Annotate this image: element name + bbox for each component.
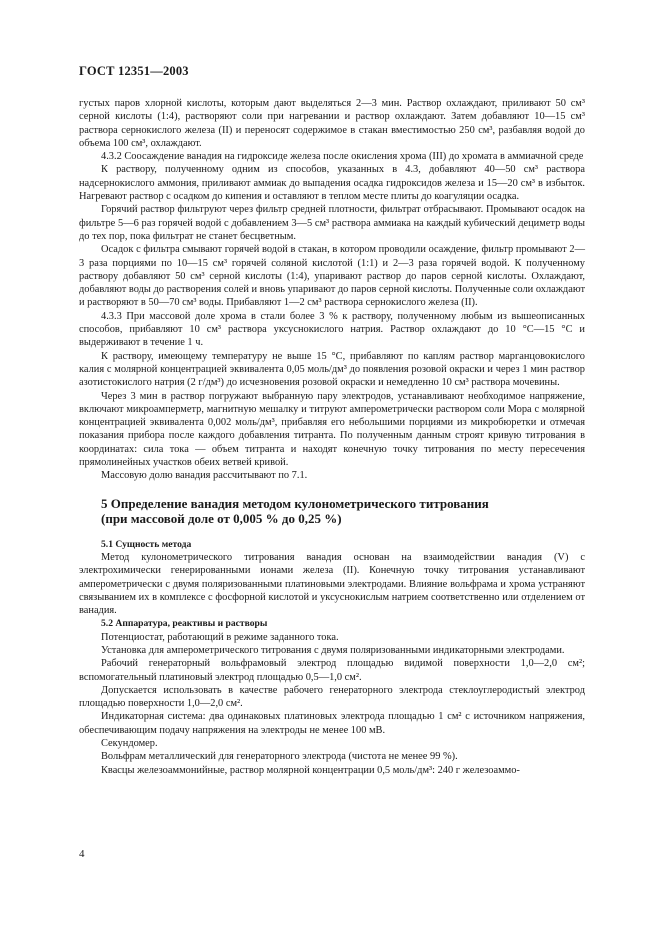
list-item: Рабочий генераторный вольфрамовый электрод площадью видимой поверхности 1,0—2,0 см²; вспомогательный платиновый электрод площадью 0,5—1,0 см². [79,658,585,683]
list-item: Допускается использовать в качестве рабочего генераторного электрода стеклоуглеродистый электрод площадью поверхности 1,0—2,0 см². [79,684,585,710]
section-5-title-line-2: (при массовой доле от 0,005 % до 0,25 %) [101,510,342,526]
document-header: ГОСТ 12351—2003 [79,64,189,78]
list-item: Индикаторная система: два одинаковых платиновых электрода площадью 1 см² с источником напряжения, обеспечивающим подачу напряжения на электроды не менее 100 мВ. [79,711,585,736]
paragraph: 4.3.3 При массовой доле хрома в стали более 3 % к раствору, полученному любым из вышеописанных способов, прибавляют 10 см³ раствора уксуснокислого натрия. Раствор охлаждают до 10 °С—15 °С и выдерживают в течение 1 ч. [79,310,585,349]
document-body [79,97,585,777]
paragraph: Осадок с фильтра смывают горячей водой в стакан, в котором проводили осаждение, фильтр промывают 2—3 раза порциями по 10—15 см³ горячей соляной кислотой (1:1) и 2—3 раза горячей водой. К полученному раствору добавляют 50 см³ серной кислоты (1:4), упаривают раствор до паров серной кислоты. Охлаждают, добавляют воды до растворения солей и вновь упаривают до паров серной кислоты. Полученные соли охлаждают и растворяют в 50—70 см³ воды. Прибавляют 1—2 см³ раствора сернокислого железа (II). [79,244,585,309]
paragraph: Горячий раствор фильтруют через фильтр средней плотности, фильтрат отбрасывают. Промывают осадок на фильтре 5—6 раз горячей водой с добавлением 3—5 см³ раствора аммиака на каждый кубический дециметр воды до тех пор, пока фильтрат не станет бесцветным. [79,204,585,242]
section-5-title-line-1: 5 Определение ванадия методом кулонометрического титрования [101,495,489,511]
paragraph: густых паров хлорной кислоты, которым дают выделяться 2—3 мин. Раствор охлаждают, приливают 50 см³ серной кислоты (1:4), растворяют соли при нагревании и раствор охлаждают. Затем добавляют 10—15 см³ раствора сернокислого железа (II) и переносят содержимое в стакан вместимостью 250 см³, разбавляя водой до объема 100 см³, охлаждают. [79,98,585,149]
section-5-title [101,496,585,526]
paragraph: Массовую долю ванадия рассчитывают по 7.1. [101,470,308,482]
subsection-5-2-heading: 5.2 Аппаратура, реактивы и растворы [101,618,268,630]
list-item: Вольфрам металлический для генераторного электрода (чистота не менее 99 %). [101,751,458,763]
paragraph: Метод кулонометрического титрования ванадия основан на взаимодействии ванадия (V) с электрохимически генерированными ионами железа (II). Конечную точку титрования устанавливают амперометрически с двумя поляризованными платиновыми электродами. Влияние вольфрама и хрома устраняют связыванием их в комплексе с фосфорной кислотой и уксуснокислым натрием соответственно или отделением от ванадия. [79,551,585,617]
page-number: 4 [79,848,85,860]
list-item: Квасцы железоаммонийные, раствор молярной концентрации 0,5 моль/дм³: 240 г железоаммо- [101,764,520,776]
list-item: Секундомер. [101,738,158,750]
paragraph: Через 3 мин в раствор погружают выбранную пару электродов, устанавливают необходимое напряжение, включают микроамперметр, магнитную мешалку и титруют амперометрически раствором соли Мора с молярной концентрацией эквивалента 0,002 моль/дм³, прибавляя его небольшими порциями из микробюретки и отмечая показания прибора после каждого добавления титранта. По полученным данным строят кривую титрования в координатах: сила тока — объем титранта и находят конечную точку титрования по месту пересечения прямолинейных участков обеих ветвей кривой. [79,390,585,469]
list-item: Установка для амперометрического титрования с двумя поляризованными индикаторными электродами. [101,644,565,656]
subsection-5-1-heading: 5.1 Сущность метода [101,538,192,550]
paragraph: 4.3.2 Соосаждение ванадия на гидроксиде железа после окисления хрома (III) до хромата в аммиачной среде [101,151,584,163]
paragraph: К раствору, имеющему температуру не выше 15 °С, прибавляют по каплям раствор марганцовокислого калия с молярной концентрацией эквивалента 0,05 моль/дм³ до появления розовой окраски и через 1 мин раствор азотистокислого натрия (2 г/дм³) до исчезновения розовой окраски и немедленно 10 см³ раствора мочевины. [79,350,585,389]
list-item: Потенциостат, работающий в режиме заданного тока. [101,631,339,643]
paragraph: К раствору, полученному одним из способов, указанных в 4.3, добавляют 40—50 см³ раствора надсернокислого аммония, приливают аммиак до выпадения осадка гидроксидов железа и 15—20 см³ в избыток. Нагревают раствор с осадком до кипения и оставляют в теплом месте плиты до коагуляции осадка. [79,164,585,203]
